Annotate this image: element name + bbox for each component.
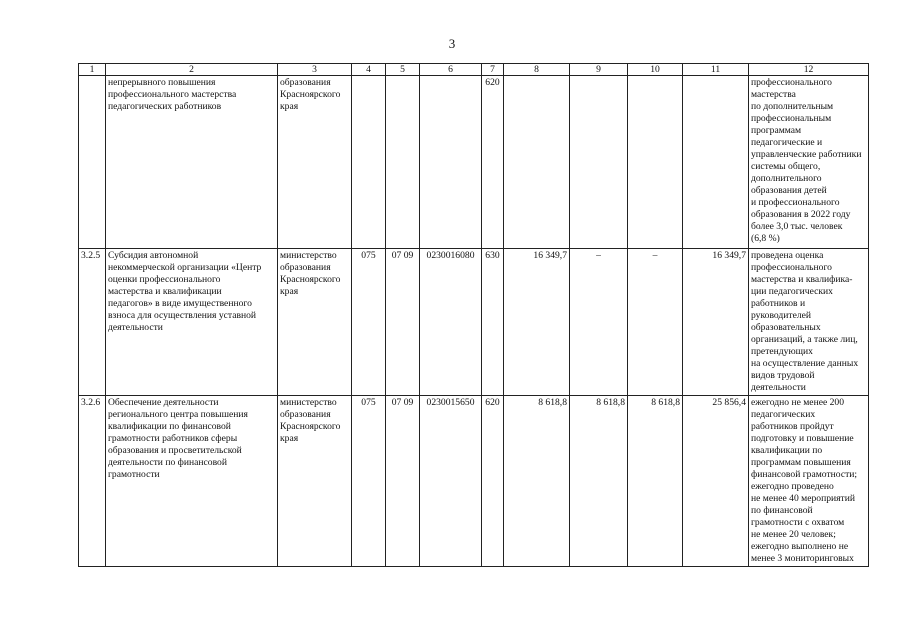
cell-col9	[570, 76, 628, 249]
cell-col4	[352, 76, 386, 249]
cell-col7: 620	[482, 76, 504, 249]
cell-col7: 620	[482, 396, 504, 567]
cell-col11: 25 856,4	[683, 396, 749, 567]
cell-col11	[683, 76, 749, 249]
column-header: 10	[628, 64, 683, 76]
column-header: 6	[420, 64, 482, 76]
cell-col5: 07 09	[386, 396, 420, 567]
row-result: ежегодно не менее 200 педагогических работников пройдут подготовку и повышение квалификации по программам повышения финансовой грамотности; ежегодно проведено не менее 40 мероприятий по финансовой грамотности с охватом не менее 20 человек; ежегодно выполнено не менее 3 мониторинговых	[749, 396, 869, 567]
cell-col5	[386, 76, 420, 249]
row-number: 3.2.5	[79, 249, 106, 396]
cell-col6: 0230015650	[420, 396, 482, 567]
cell-col5: 07 09	[386, 249, 420, 396]
row-result: проведена оценка профессионального мастерства и квалифика- ции педагогических работников и руководителей образовательных организаций, а также лиц, претендующих на осуществление данных видов трудовой деятельности	[749, 249, 869, 396]
program-table	[78, 63, 869, 567]
row-executor: министерство образования Красноярского края	[278, 396, 352, 567]
row-description: Субсидия автономной некоммерческой организации «Центр оценки профессионального мастерства и квалификации педагогов» в виде имущественного взноса для осуществления уставной деятельности	[106, 249, 278, 396]
cell-col11: 16 349,7	[683, 249, 749, 396]
table-row	[79, 249, 869, 396]
cell-col4: 075	[352, 249, 386, 396]
row-number	[79, 76, 106, 249]
cell-col10: 8 618,8	[628, 396, 683, 567]
cell-col4: 075	[352, 396, 386, 567]
row-description: непрерывного повышения профессионального мастерства педагогических работников	[106, 76, 278, 249]
row-description: Обеспечение деятельности регионального центра повышения квалификации по финансовой грамотности работников сферы образования и просветительской деятельности по финансовой грамотности	[106, 396, 278, 567]
table-row	[79, 76, 869, 249]
column-header: 2	[106, 64, 278, 76]
row-number: 3.2.6	[79, 396, 106, 567]
cell-col8: 16 349,7	[504, 249, 570, 396]
cell-col9: 8 618,8	[570, 396, 628, 567]
column-header: 8	[504, 64, 570, 76]
cell-col9: –	[570, 249, 628, 396]
row-executor: образования Красноярского края	[278, 76, 352, 249]
cell-col8: 8 618,8	[504, 396, 570, 567]
column-header: 12	[749, 64, 869, 76]
cell-col8	[504, 76, 570, 249]
cell-col6: 0230016080	[420, 249, 482, 396]
column-header: 5	[386, 64, 420, 76]
cell-col10: –	[628, 249, 683, 396]
row-executor: министерство образования Красноярского края	[278, 249, 352, 396]
page-number: 3	[448, 36, 456, 51]
cell-col6	[420, 76, 482, 249]
column-header: 11	[683, 64, 749, 76]
row-result: профессионального мастерства по дополнительным профессиональным программам педагогические и управленческие работники системы общего, дополнительного образования детей и профессионального образования в 2022 году более 3,0 тыс. человек (6,8 %)	[749, 76, 869, 249]
column-header: 3	[278, 64, 352, 76]
table-row	[79, 396, 869, 567]
header-row	[79, 64, 869, 76]
column-header: 1	[79, 64, 106, 76]
column-header: 7	[482, 64, 504, 76]
cell-col7: 630	[482, 249, 504, 396]
column-header: 9	[570, 64, 628, 76]
column-header: 4	[352, 64, 386, 76]
cell-col10	[628, 76, 683, 249]
